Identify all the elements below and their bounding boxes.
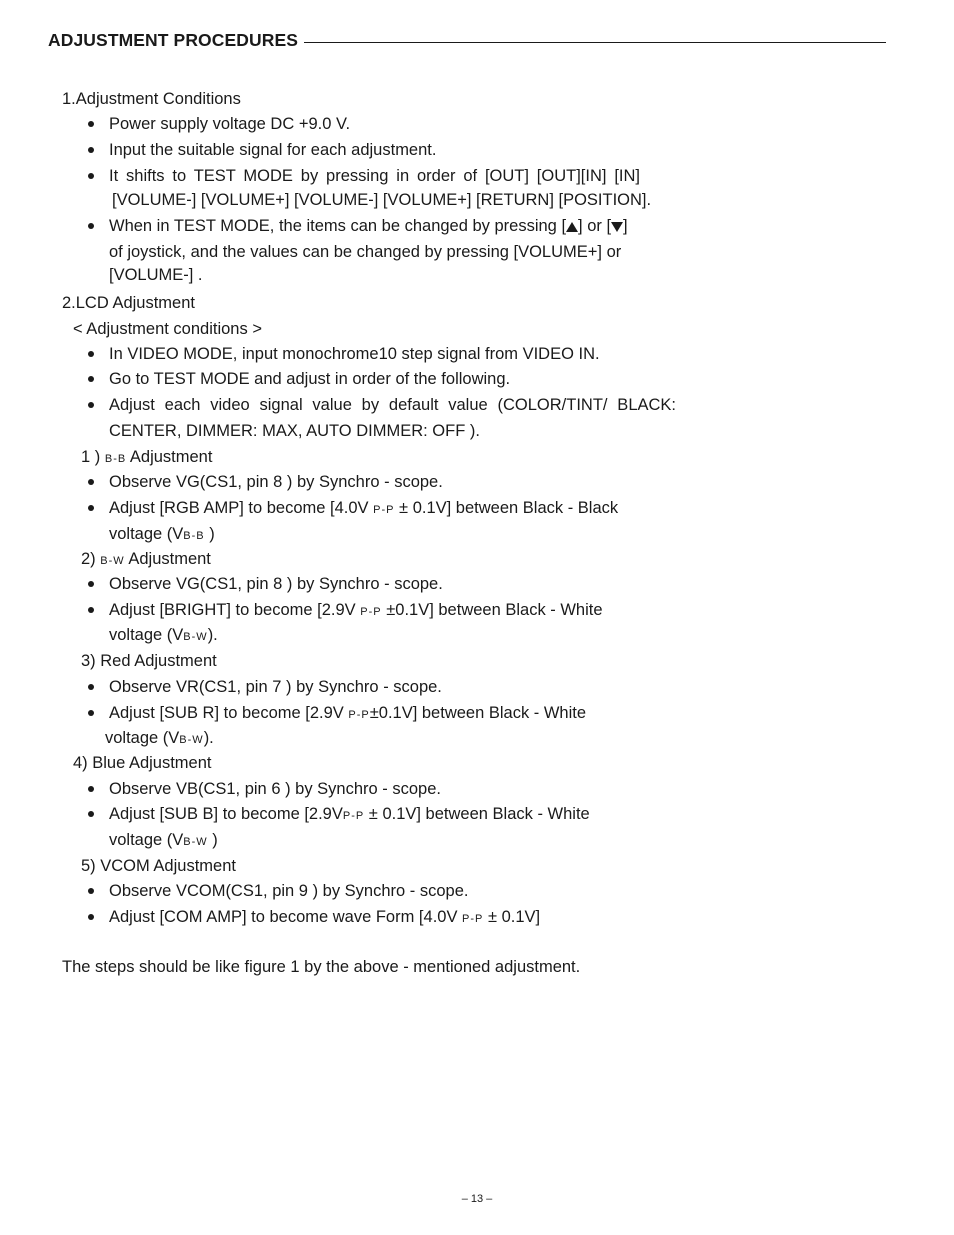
page-number: – 13 – (461, 1193, 493, 1205)
bb-observe: Observe VG(CS1, pin 8 ) by Synchro - scope. (109, 473, 443, 491)
bullet (88, 581, 94, 587)
closing-note: The steps should be like figure 1 by the above - mentioned adjustment. (62, 958, 581, 976)
red-observe: Observe VR(CS1, pin 7 ) by Synchro - scope. (109, 678, 442, 696)
red-adjustment-heading: 3) Red Adjustment (81, 652, 217, 670)
bullet (88, 147, 94, 153)
condition-items-change-line1: When in TEST MODE, the items can be changed by pressing [ ] or [ ] (109, 217, 628, 235)
bw-observe: Observe VG(CS1, pin 8 ) by Synchro - scope. (109, 575, 443, 593)
condition-test-mode-line2: [VOLUME-] [VOLUME+] [VOLUME-] [VOLUME+] [RETURN] [POSITION]. (112, 191, 652, 209)
adjustment-conditions-label: < Adjustment conditions > (73, 320, 262, 338)
bb-adjustment-heading: 1 ) B-B Adjustment (81, 448, 213, 466)
vcom-adjustment-heading: 5) VCOM Adjustment (81, 857, 236, 875)
bullet (88, 914, 94, 920)
up-arrow-icon (566, 222, 578, 232)
lcd-condition-video-mode: In VIDEO MODE, input monochrome10 step signal from VIDEO IN. (109, 345, 600, 363)
bullet (88, 402, 94, 408)
lcd-condition-defaults-line1: Adjust each video signal value by default value (COLOR/TINT/ BLACK: (109, 396, 676, 414)
red-adjust-line2: voltage (VB-W). (105, 729, 214, 747)
bullet (88, 607, 94, 613)
bullet (88, 684, 94, 690)
down-arrow-icon (611, 222, 623, 232)
bb-adjust-line2: voltage (VB-B ) (109, 525, 215, 543)
bullet (88, 173, 94, 179)
condition-items-change-line2: of joystick, and the values can be changed by pressing [VOLUME+] or (109, 243, 622, 261)
vcom-adjust: Adjust [COM AMP] to become wave Form [4.0V P-P ± 0.1V] (109, 908, 541, 926)
blue-adjustment-heading: 4) Blue Adjustment (73, 754, 212, 772)
bullet (88, 888, 94, 894)
condition-input-signal: Input the suitable signal for each adjustment. (109, 141, 437, 159)
bullet (88, 121, 94, 127)
section-header (48, 30, 886, 52)
bullet (88, 811, 94, 817)
bw-adjustment-heading: 2) B-W Adjustment (81, 550, 211, 568)
section-1-heading: 1.Adjustment Conditions (62, 90, 241, 108)
section-2-heading: 2.LCD Adjustment (62, 294, 195, 312)
condition-items-change-line3: [VOLUME-] . (109, 266, 203, 284)
page-title: ADJUSTMENT PROCEDURES (48, 30, 304, 51)
blue-observe: Observe VB(CS1, pin 6 ) by Synchro - scope. (109, 780, 441, 798)
blue-adjust-line1: Adjust [SUB B] to become [2.9VP-P ± 0.1V] between Black - White (109, 805, 590, 823)
lcd-condition-test-mode: Go to TEST MODE and adjust in order of the following. (109, 370, 511, 388)
blue-adjust-line2: voltage (VB-W ) (109, 831, 218, 849)
bullet (88, 223, 94, 229)
bullet (88, 479, 94, 485)
bullet (88, 376, 94, 382)
lcd-condition-defaults-line2: CENTER, DIMMER: MAX, AUTO DIMMER: OFF ). (109, 422, 480, 440)
bullet (88, 710, 94, 716)
condition-test-mode-line1: It shifts to TEST MODE by pressing in order of [OUT] [OUT][IN] [IN] (109, 167, 640, 185)
bullet (88, 351, 94, 357)
red-adjust-line1: Adjust [SUB R] to become [2.9V P-P±0.1V] between Black - White (109, 704, 587, 722)
condition-power-supply: Power supply voltage DC +9.0 V. (109, 115, 351, 133)
bw-adjust-line1: Adjust [BRIGHT] to become [2.9V P-P ±0.1V] between Black - White (109, 601, 603, 619)
bw-adjust-line2: voltage (VB-W). (109, 626, 218, 644)
bullet (88, 505, 94, 511)
bullet (88, 786, 94, 792)
vcom-observe: Observe VCOM(CS1, pin 9 ) by Synchro - scope. (109, 882, 469, 900)
bb-adjust-line1: Adjust [RGB AMP] to become [4.0V P-P ± 0.1V] between Black - Black (109, 499, 619, 517)
